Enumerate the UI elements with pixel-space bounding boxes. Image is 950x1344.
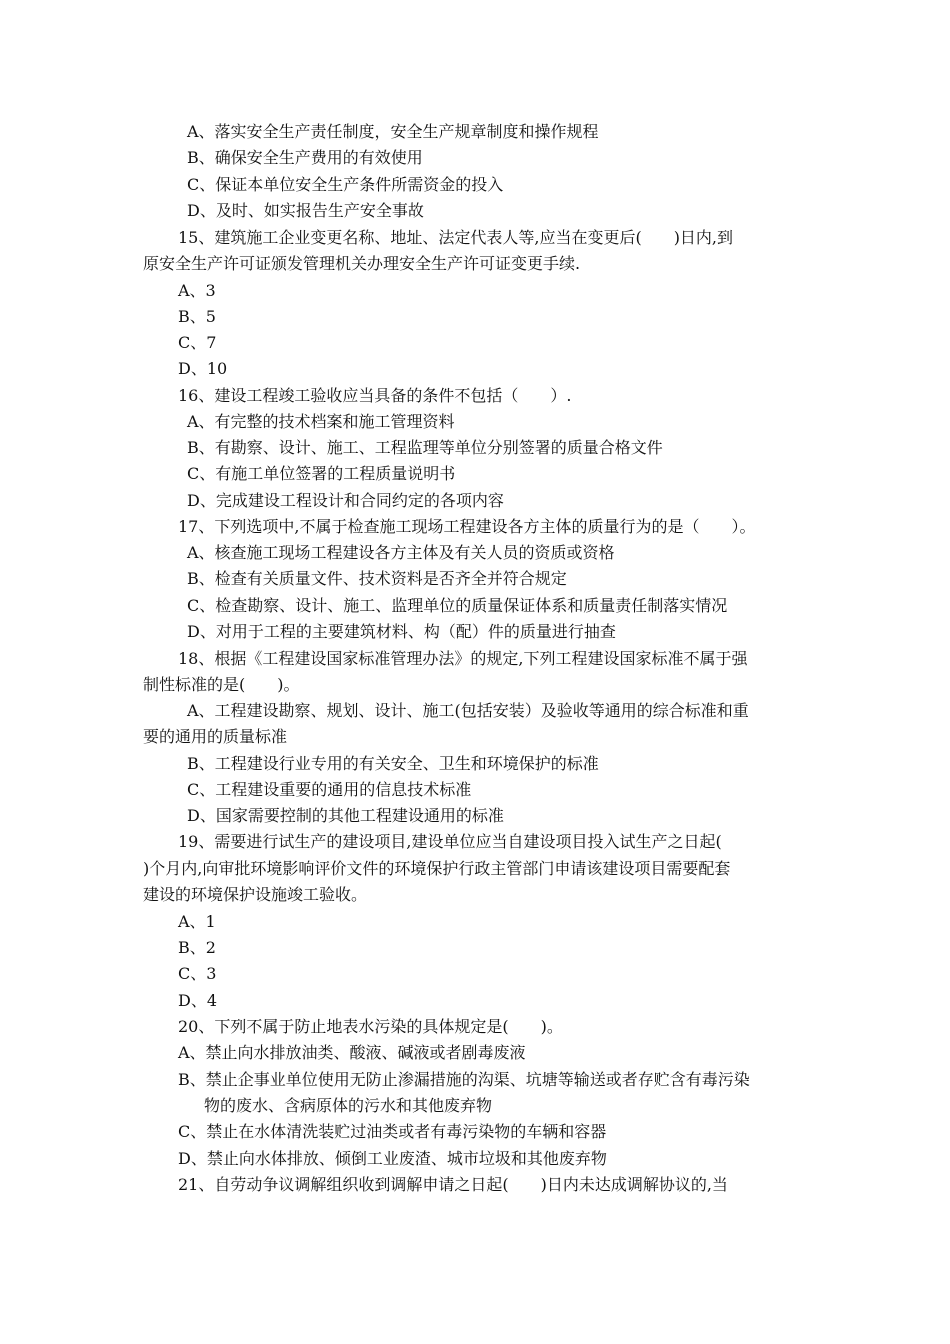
option-14-a: A、落实安全生产责任制度，安全生产规章制度和操作规程 (187, 122, 599, 141)
option-20-c: C、禁止在水体清洗装贮过油类或者有毒污染物的车辆和容器 (178, 1122, 607, 1141)
option-16-a: A、有完整的技术档案和施工管理资料 (187, 412, 455, 431)
question-19-continued-2: 建设的环境保护设施竣工验收。 (143, 885, 368, 904)
option-20-a: A、禁止向水排放油类、酸液、碱液或者剧毒废液 (178, 1043, 526, 1062)
question-18: 18、根据《工程建设国家标准管理办法》的规定,下列工程建设国家标准不属于强 (178, 649, 748, 668)
option-19-c: C、3 (178, 964, 217, 983)
option-14-b: B、确保安全生产费用的有效使用 (187, 148, 423, 167)
option-20-b-continued: 物的废水、含病原体的污水和其他废弃物 (204, 1096, 493, 1115)
question-20: 20、下列不属于防止地表水污染的具体规定是( )。 (178, 1017, 563, 1036)
question-19: 19、需要进行试生产的建设项目,建设单位应当自建设项目投入试生产之日起( (178, 832, 722, 851)
option-18-d: D、国家需要控制的其他工程建设通用的标准 (187, 806, 504, 825)
option-17-b: B、检查有关质量文件、技术资料是否齐全并符合规定 (187, 569, 567, 588)
option-17-c: C、检查勘察、设计、施工、监理单位的质量保证体系和质量责任制落实情况 (187, 596, 728, 615)
question-19-continued: )个月内,向审批环境影响评价文件的环境保护行政主管部门申请该建设项目需要配套 (143, 859, 731, 878)
option-15-d: D、10 (178, 359, 228, 378)
question-17: 17、下列选项中,不属于检查施工现场工程建设各方主体的质量行为的是（ ）。 (178, 517, 756, 536)
option-19-b: B、2 (178, 938, 216, 957)
option-16-d: D、完成建设工程设计和合同约定的各项内容 (187, 491, 504, 510)
option-15-a: A、3 (178, 281, 216, 300)
question-18-continued: 制性标准的是( )。 (143, 675, 300, 694)
option-15-b: B、5 (178, 307, 216, 326)
question-15: 15、建筑施工企业变更名称、地址、法定代表人等,应当在变更后( )日内,到 (178, 228, 734, 247)
option-17-d: D、对用于工程的主要建筑材料、构（配）件的质量进行抽查 (187, 622, 616, 641)
option-17-a: A、核查施工现场工程建设各方主体及有关人员的资质或资格 (187, 543, 615, 562)
option-18-c: C、工程建设重要的通用的信息技术标准 (187, 780, 472, 799)
option-18-a-continued: 要的通用的质量标准 (143, 727, 288, 746)
option-20-d: D、禁止向水体排放、倾倒工业废渣、城市垃圾和其他废弃物 (178, 1149, 607, 1168)
question-21: 21、自劳动争议调解组织收到调解申请之日起( )日内未达成调解协议的,当 (178, 1175, 728, 1194)
option-19-d: D、4 (178, 991, 218, 1010)
option-14-d: D、及时、如实报告生产安全事故 (187, 201, 424, 220)
question-16: 16、建设工程竣工验收应当具备的条件不包括（ ）. (178, 386, 572, 405)
question-15-continued: 原安全生产许可证颁发管理机关办理安全生产许可证变更手续. (143, 254, 581, 273)
option-18-a: A、工程建设勘察、规划、设计、施工(包括安装）及验收等通用的综合标准和重 (187, 701, 749, 720)
option-16-c: C、有施工单位签署的工程质量说明书 (187, 464, 456, 483)
option-20-b: B、禁止企事业单位使用无防止渗漏措施的沟渠、坑塘等输送或者存贮含有毒污染 (178, 1070, 750, 1089)
option-14-c: C、保证本单位安全生产条件所需资金的投入 (187, 175, 504, 194)
option-18-b: B、工程建设行业专用的有关安全、卫生和环境保护的标准 (187, 754, 599, 773)
option-16-b: B、有勘察、设计、施工、工程监理等单位分别签署的质量合格文件 (187, 438, 663, 457)
option-19-a: A、1 (178, 912, 216, 931)
option-15-c: C、7 (178, 333, 217, 352)
